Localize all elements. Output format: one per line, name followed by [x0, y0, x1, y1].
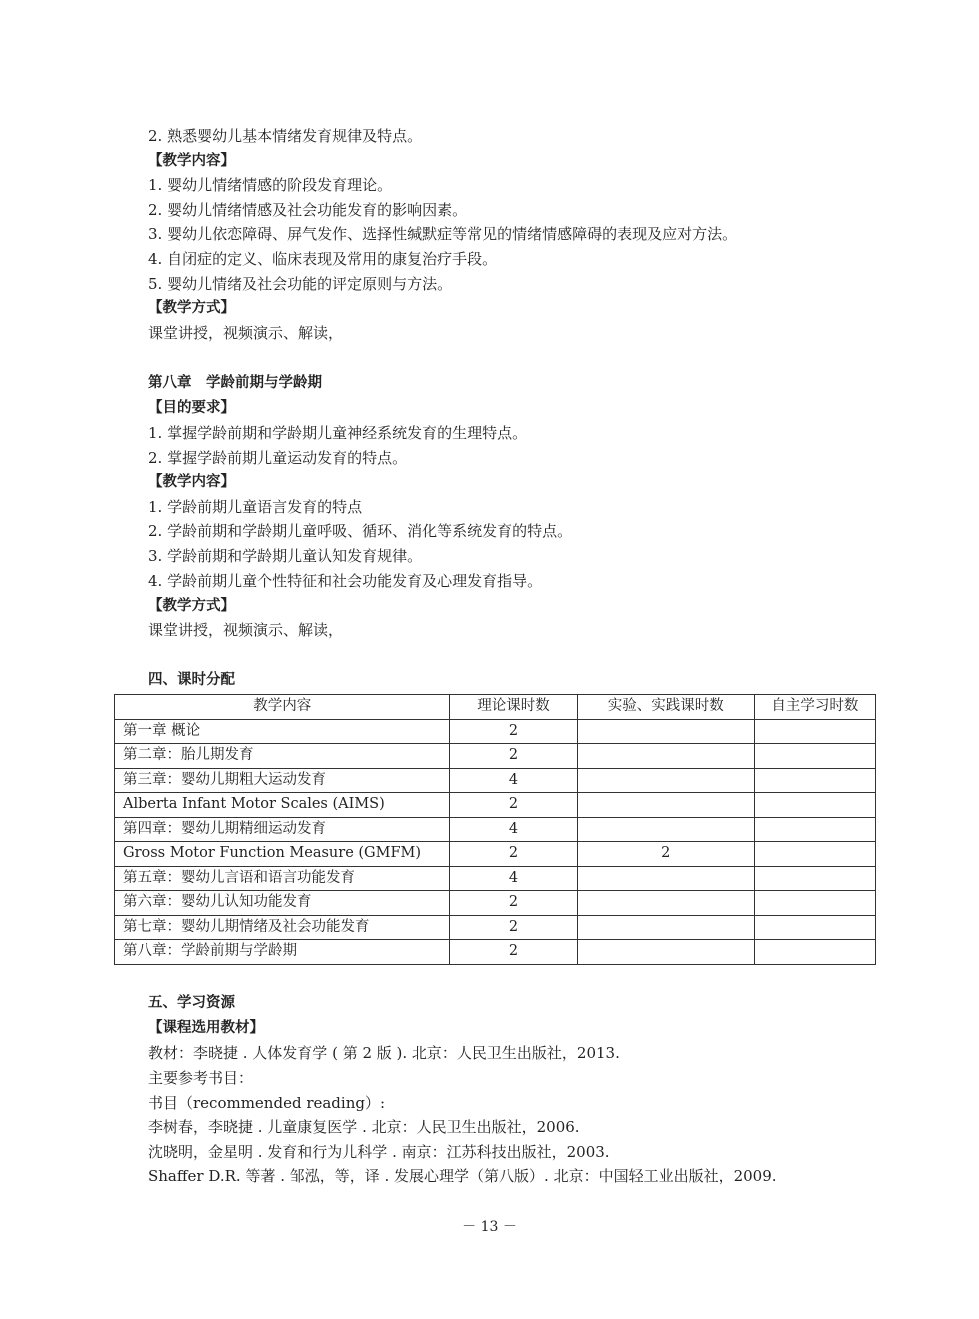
cell-self-study	[754, 891, 875, 916]
cell-content: 第二章：胎儿期发育	[115, 744, 450, 769]
cell-self-study	[754, 915, 875, 940]
table-row	[115, 793, 876, 818]
cell-content: 第四章：婴幼儿期精细运动发育	[115, 817, 450, 842]
cell-practice	[577, 768, 754, 793]
class-hours-table	[114, 694, 876, 965]
teaching-content-heading: 【教学内容】	[148, 153, 235, 169]
teaching-content-heading: 【教学内容】	[148, 474, 235, 490]
cell-practice	[577, 940, 754, 965]
header-content: 教学内容	[115, 695, 450, 720]
section-4-title: 四、课时分配	[148, 672, 235, 688]
cell-theory: 4	[450, 866, 577, 891]
section-5-title: 五、学习资源	[148, 995, 235, 1011]
cell-theory: 2	[450, 719, 577, 744]
textbook-heading: 【课程选用教材】	[148, 1020, 264, 1036]
cell-self-study	[754, 817, 875, 842]
cell-self-study	[754, 768, 875, 793]
content-item: 5. 婴幼儿情绪及社会功能的评定原则与方法。	[148, 275, 453, 293]
content-item: 4. 学龄前期儿童个性特征和社会功能发育及心理发育指导。	[148, 572, 543, 590]
cell-theory: 4	[450, 768, 577, 793]
table-row	[115, 940, 876, 965]
cell-theory: 2	[450, 891, 577, 916]
cell-theory: 2	[450, 842, 577, 867]
cell-practice	[577, 744, 754, 769]
cell-content: 第七章：婴幼儿期情绪及社会功能发育	[115, 915, 450, 940]
table-row	[115, 768, 876, 793]
resource-line: 书目（recommended reading）:	[148, 1094, 386, 1112]
cell-theory: 2	[450, 940, 577, 965]
resource-line: 李树春，李晓捷 . 儿童康复医学 . 北京：人民卫生出版社，2006.	[148, 1118, 580, 1136]
teaching-method-text: 课堂讲授，视频演示、解读，	[148, 324, 344, 342]
goal-item-2: 2. 熟悉婴幼儿基本情绪发育规律及特点。	[148, 127, 423, 145]
content-item: 4. 自闭症的定义、临床表现及常用的康复治疗手段。	[148, 250, 498, 268]
cell-content: 第六章：婴幼儿认知功能发育	[115, 891, 450, 916]
content-item: 3. 婴幼儿依恋障碍、屏气发作、选择性缄默症等常见的情绪情感障碍的表现及应对方法。	[148, 225, 738, 243]
table-row	[115, 842, 876, 867]
table-row	[115, 719, 876, 744]
cell-theory: 2	[450, 793, 577, 818]
cell-theory: 2	[450, 915, 577, 940]
cell-content: 第八章：学龄前期与学龄期	[115, 940, 450, 965]
goal-item: 1. 掌握学龄前期和学龄期儿童神经系统发育的生理特点。	[148, 424, 528, 442]
goal-heading: 【目的要求】	[148, 400, 235, 416]
content-item: 3. 学龄前期和学龄期儿童认知发育规律。	[148, 547, 423, 565]
cell-self-study	[754, 719, 875, 744]
cell-practice	[577, 793, 754, 818]
table-row	[115, 891, 876, 916]
content-item: 1. 婴幼儿情绪情感的阶段发育理论。	[148, 176, 393, 194]
page-number: － 13 －	[462, 1219, 517, 1235]
header-practice-hours: 实验、实践课时数	[577, 695, 754, 720]
cell-practice	[577, 891, 754, 916]
table-row	[115, 817, 876, 842]
chapter-8-title: 第八章 学龄前期与学龄期	[148, 375, 322, 391]
table-header-row	[115, 695, 876, 720]
cell-self-study	[754, 866, 875, 891]
table-row	[115, 866, 876, 891]
goal-item: 2. 掌握学龄前期儿童运动发育的特点。	[148, 449, 408, 467]
content-item: 1. 学龄前期儿童语言发育的特点	[148, 498, 363, 516]
resource-line: 主要参考书目：	[148, 1069, 254, 1087]
cell-content: Gross Motor Function Measure (GMFM)	[115, 842, 450, 867]
table-row	[115, 915, 876, 940]
cell-content: Alberta Infant Motor Scales (AIMS)	[115, 793, 450, 818]
cell-theory: 2	[450, 744, 577, 769]
cell-self-study	[754, 842, 875, 867]
cell-practice	[577, 866, 754, 891]
cell-self-study	[754, 940, 875, 965]
cell-practice	[577, 719, 754, 744]
resource-line: 教材：李晓捷 . 人体发育学 ( 第 2 版 ). 北京：人民卫生出版社，2013.	[148, 1044, 620, 1062]
cell-theory: 4	[450, 817, 577, 842]
teaching-method-text: 课堂讲授，视频演示、解读，	[148, 621, 344, 639]
content-item: 2. 婴幼儿情绪情感及社会功能发育的影响因素。	[148, 201, 468, 219]
table-row	[115, 744, 876, 769]
cell-practice	[577, 915, 754, 940]
teaching-method-heading: 【教学方式】	[148, 598, 235, 614]
cell-practice: 2	[577, 842, 754, 867]
cell-content: 第五章：婴幼儿言语和语言功能发育	[115, 866, 450, 891]
header-self-study-hours: 自主学习时数	[754, 695, 875, 720]
cell-self-study	[754, 744, 875, 769]
content-item: 2. 学龄前期和学龄期儿童呼吸、循环、消化等系统发育的特点。	[148, 522, 573, 540]
resource-line: Shaffer D.R. 等著 . 邹泓，等，译 . 发展心理学（第八版）. 北京：中国轻工业出版社，2009.	[148, 1167, 777, 1185]
teaching-method-heading: 【教学方式】	[148, 300, 235, 316]
cell-practice	[577, 817, 754, 842]
resource-line: 沈晓明，金星明 . 发育和行为儿科学 . 南京：江苏科技出版社，2003.	[148, 1143, 610, 1161]
cell-content: 第三章：婴幼儿期粗大运动发育	[115, 768, 450, 793]
cell-content: 第一章 概论	[115, 719, 450, 744]
header-theory-hours: 理论课时数	[450, 695, 577, 720]
cell-self-study	[754, 793, 875, 818]
